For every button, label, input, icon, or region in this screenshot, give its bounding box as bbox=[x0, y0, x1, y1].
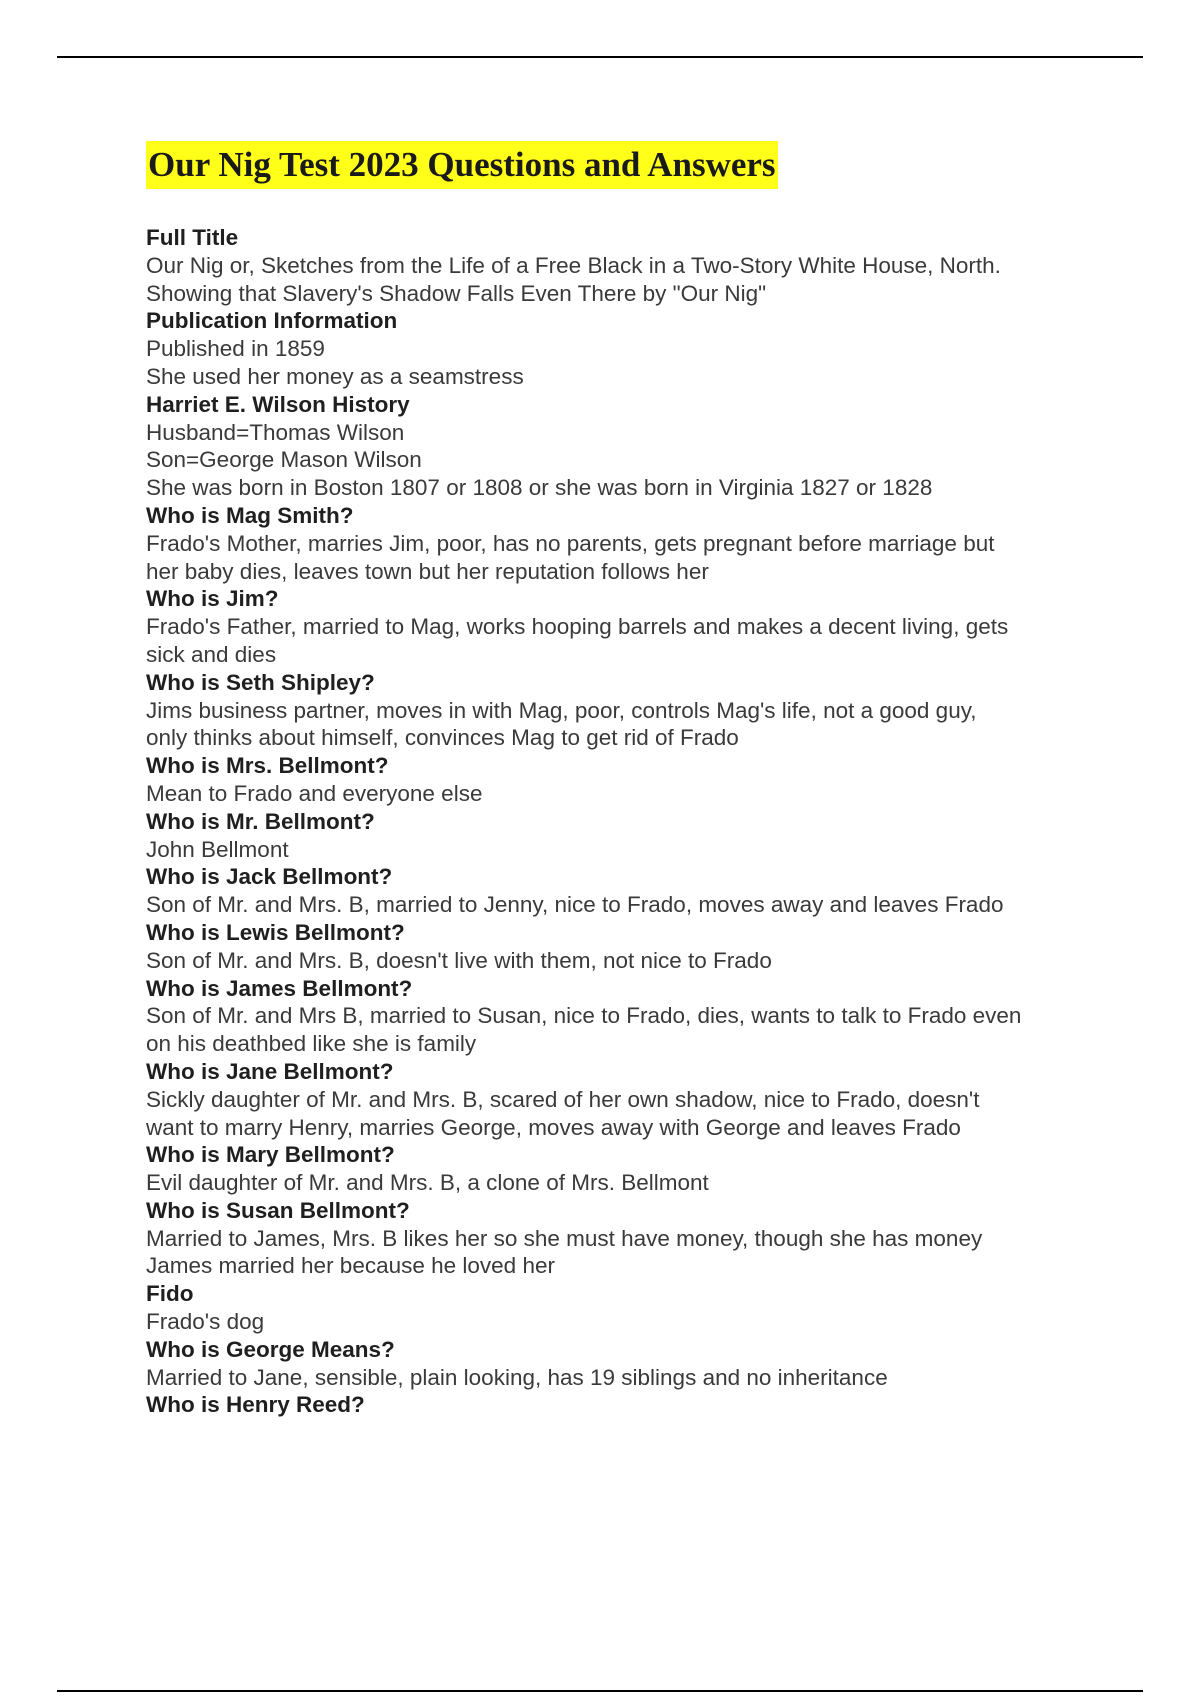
qa-entry bbox=[146, 224, 1106, 307]
entry-definition-line: Frado's Father, married to Mag, works hooping barrels and makes a decent living, gets bbox=[146, 614, 1009, 640]
title-block bbox=[146, 141, 1106, 198]
document-title: Our Nig Test 2023 Questions and Answers bbox=[146, 141, 778, 189]
entry-definition-line: Sickly daughter of Mr. and Mrs. B, scared of her own shadow, nice to Frado, doesn't bbox=[146, 1086, 980, 1112]
entry-definition-line: Husband=Thomas Wilson bbox=[146, 419, 405, 445]
qa-entry bbox=[146, 752, 1106, 808]
entry-definition-line: Jims business partner, moves in with Mag, poor, controls Mag's life, not a good guy, bbox=[146, 697, 977, 723]
entry-term: Fido bbox=[146, 1281, 194, 1307]
entry-definition-line: Frado's Mother, marries Jim, poor, has no parents, gets pregnant before marriage but bbox=[146, 530, 995, 556]
qa-entry bbox=[146, 307, 1106, 390]
entry-definition-line: sick and dies bbox=[146, 641, 277, 667]
entry-definition-line: Married to Jane, sensible, plain looking, has 19 siblings and no inheritance bbox=[146, 1364, 888, 1390]
entry-term: Who is Susan Bellmont? bbox=[146, 1197, 410, 1223]
entry-term: Who is Jim? bbox=[146, 586, 279, 612]
entry-term: Who is Mag Smith? bbox=[146, 502, 354, 528]
entry-definition-line: Married to James, Mrs. B likes her so she must have money, though she has money bbox=[146, 1225, 983, 1251]
entry-term: Who is Mr. Bellmont? bbox=[146, 808, 375, 834]
entry-definition-line: Son of Mr. and Mrs B, married to Susan, nice to Frado, dies, wants to talk to Frado even bbox=[146, 1003, 1022, 1029]
entry-definition-line: Published in 1859 bbox=[146, 336, 325, 362]
entry-term: Who is Mary Bellmont? bbox=[146, 1142, 395, 1168]
entry-term: Who is Jack Bellmont? bbox=[146, 864, 393, 890]
qa-entry bbox=[146, 808, 1106, 864]
entry-definition-line: Our Nig or, Sketches from the Life of a Free Black in a Two-Story White House, North. bbox=[146, 252, 1001, 278]
entry-definition-line: Mean to Frado and everyone else bbox=[146, 780, 483, 806]
entry-definition-line: Evil daughter of Mr. and Mrs. B, a clone of Mrs. Bellmont bbox=[146, 1170, 709, 1196]
entry-term: Publication Information bbox=[146, 308, 398, 334]
qa-entry bbox=[146, 1336, 1106, 1392]
entry-term: Who is George Means? bbox=[146, 1336, 395, 1362]
entry-term: Who is James Bellmont? bbox=[146, 975, 413, 1001]
entry-definition-line: Son of Mr. and Mrs. B, married to Jenny, nice to Frado, moves away and leaves Frado bbox=[146, 892, 1004, 918]
qa-entry bbox=[146, 669, 1106, 752]
entry-definition-line: on his deathbed like she is family bbox=[146, 1031, 477, 1057]
qa-entry bbox=[146, 1141, 1106, 1197]
entry-definition-line: her baby dies, leaves town but her reputation follows her bbox=[146, 558, 709, 584]
entry-definition-line: Son=George Mason Wilson bbox=[146, 447, 422, 473]
entry-definition-line: only thinks about himself, convinces Mag to get rid of Frado bbox=[146, 725, 739, 751]
entry-definition-line: Son of Mr. and Mrs. B, doesn't live with them, not nice to Frado bbox=[146, 947, 772, 973]
qa-entry bbox=[146, 975, 1106, 1058]
qa-entry bbox=[146, 863, 1106, 919]
entry-definition-line: Frado's dog bbox=[146, 1309, 265, 1335]
document-body bbox=[146, 141, 1106, 1419]
entry-definition-line: John Bellmont bbox=[146, 836, 289, 862]
entry-term: Who is Mrs. Bellmont? bbox=[146, 753, 389, 779]
qa-entry bbox=[146, 1391, 1106, 1419]
entry-term: Who is Jane Bellmont? bbox=[146, 1058, 394, 1084]
entry-definition-line: She used her money as a seamstress bbox=[146, 363, 524, 389]
entry-definition-line: Showing that Slavery's Shadow Falls Even There by "Our Nig" bbox=[146, 280, 767, 306]
qa-entry bbox=[146, 502, 1106, 585]
qa-entry bbox=[146, 585, 1106, 668]
qa-entry bbox=[146, 1280, 1106, 1336]
entry-term: Full Title bbox=[146, 225, 239, 250]
qa-entry bbox=[146, 391, 1106, 502]
entry-definition-line: want to marry Henry, marries George, moves away with George and leaves Frado bbox=[146, 1114, 961, 1140]
header-rule bbox=[57, 56, 1143, 58]
qa-list bbox=[146, 224, 1106, 1419]
entry-term: Who is Lewis Bellmont? bbox=[146, 919, 405, 945]
qa-entry bbox=[146, 1058, 1106, 1141]
entry-term: Harriet E. Wilson History bbox=[146, 391, 410, 417]
entry-definition-line: She was born in Boston 1807 or 1808 or she was born in Virginia 1827 or 1828 bbox=[146, 475, 933, 501]
footer-rule bbox=[57, 1690, 1143, 1692]
entry-term: Who is Seth Shipley? bbox=[146, 669, 375, 695]
qa-entry bbox=[146, 919, 1106, 975]
entry-term: Who is Henry Reed? bbox=[146, 1392, 365, 1418]
qa-entry bbox=[146, 1197, 1106, 1280]
entry-definition-line: James married her because he loved her bbox=[146, 1253, 555, 1279]
